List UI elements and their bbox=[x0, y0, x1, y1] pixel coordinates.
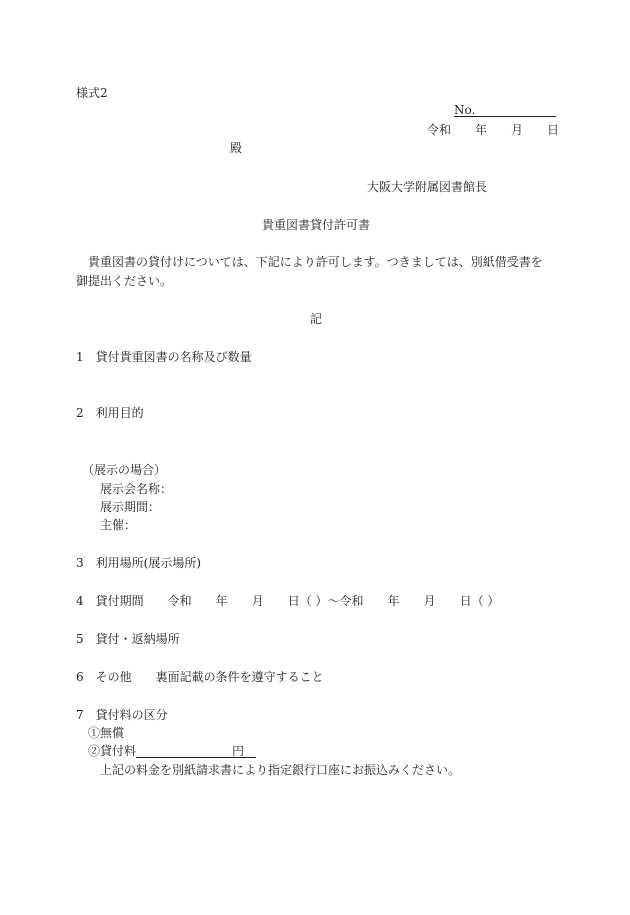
exhibition-period: 展示期間： bbox=[100, 500, 161, 514]
item-2 bbox=[76, 406, 144, 420]
item-4-to-year: 年 bbox=[387, 594, 400, 608]
item-1-number: 1 bbox=[76, 350, 84, 364]
exhibition-name: 展示会名称： bbox=[100, 482, 173, 496]
item-5-label: 貸付・返納場所 bbox=[95, 632, 180, 646]
item-7-label: 貸付料の区分 bbox=[95, 708, 168, 722]
item-5-number: 5 bbox=[76, 632, 84, 646]
item-7 bbox=[76, 708, 168, 722]
item-6-label: その他 bbox=[95, 670, 132, 684]
fee-option-paid bbox=[88, 744, 256, 758]
item-6 bbox=[76, 670, 324, 684]
item-4-label: 貸付期間 bbox=[95, 594, 144, 608]
issue-date bbox=[427, 123, 559, 137]
item-4 bbox=[76, 594, 499, 608]
item-4-to-era: 令和 bbox=[339, 594, 364, 608]
document-number bbox=[454, 103, 556, 117]
number-field bbox=[454, 103, 556, 117]
number-label: No. bbox=[454, 103, 476, 117]
addressee-suffix: 殿 bbox=[230, 141, 243, 155]
exhibition-heading: （展示の場合） bbox=[82, 463, 167, 477]
item-4-from-era: 令和 bbox=[167, 594, 192, 608]
item-1-label: 貸付貴重図書の名称及び数量 bbox=[95, 350, 252, 364]
item-3-label: 利用場所(展示場所) bbox=[95, 556, 202, 570]
item-4-to-month: 月 bbox=[423, 594, 436, 608]
item-4-from-day: 日（ ）～ bbox=[287, 594, 340, 608]
item-7-number: 7 bbox=[76, 708, 84, 722]
fee-option-free: ①無償 bbox=[88, 726, 125, 740]
date-day: 日 bbox=[547, 123, 560, 137]
item-2-number: 2 bbox=[76, 406, 84, 420]
item-3-number: 3 bbox=[76, 556, 84, 570]
document-title: 貴重図書貸付許可書 bbox=[262, 218, 371, 232]
ki-heading: 記 bbox=[310, 312, 323, 326]
item-4-to-day: 日（ ） bbox=[459, 594, 500, 608]
body-text: 貴重図書の貸付けについては、下記により許可します。つきましては、別紙借受書を御提出ください。 bbox=[76, 255, 543, 288]
fee-payment-note: 上記の料金を別紙請求書により指定銀行口座にお振込みください。 bbox=[100, 763, 461, 777]
fee-paid-label: ②貸付料 bbox=[88, 744, 137, 758]
exhibition-host: 主催： bbox=[100, 518, 137, 532]
item-6-condition: 裏面記載の条件を遵守すること bbox=[155, 670, 324, 684]
issuer-name: 大阪大学附属図書館長 bbox=[367, 180, 488, 194]
item-3 bbox=[76, 556, 201, 570]
fee-amount-field bbox=[136, 744, 256, 758]
item-4-number: 4 bbox=[76, 594, 84, 608]
item-6-number: 6 bbox=[76, 670, 84, 684]
date-year: 年 bbox=[475, 123, 488, 137]
fee-yen: 円 bbox=[232, 744, 245, 758]
item-5 bbox=[76, 632, 180, 646]
date-era: 令和 bbox=[427, 123, 452, 137]
item-2-label: 利用目的 bbox=[95, 406, 144, 420]
date-month: 月 bbox=[511, 123, 524, 137]
item-4-from-year: 年 bbox=[215, 594, 228, 608]
form-label: 様式2 bbox=[76, 86, 108, 100]
item-4-from-month: 月 bbox=[251, 594, 264, 608]
item-1 bbox=[76, 350, 252, 364]
